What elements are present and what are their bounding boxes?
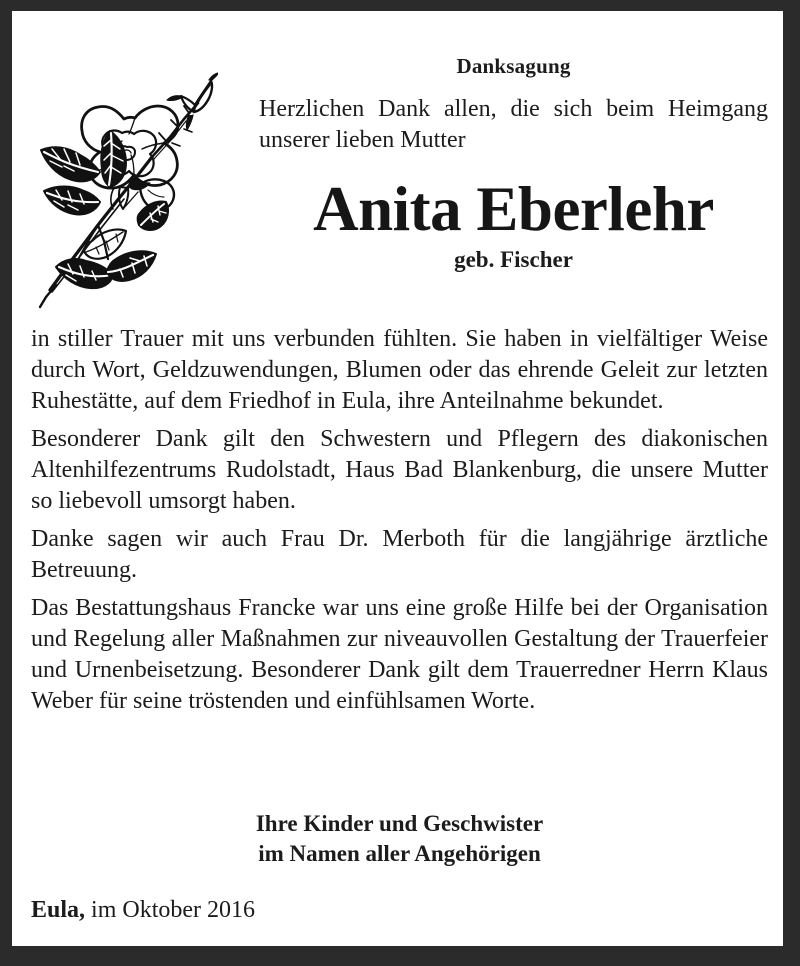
place-name: Eula,: [31, 897, 86, 923]
date-text: im Oktober 2016: [85, 897, 256, 923]
rose-icon: [28, 45, 218, 310]
notice-header: [12, 11, 783, 320]
notice-card: [12, 11, 783, 946]
signature-line-2: im Namen aller Angehörigen: [258, 841, 541, 866]
deceased-name: Anita Eberlehr: [313, 174, 714, 244]
body-paragraph: Besonderer Dank gilt den Schwestern und Pflegern des diakonischen Altenhilfezentrums Rudolstadt, Haus Bad Blankenburg, die unsere Mutter so liebevoll umsorgt haben.: [31, 426, 768, 514]
place-date-block: [31, 895, 768, 926]
maiden-name: geb. Fischer: [454, 247, 573, 272]
page-title: Danksagung: [456, 54, 571, 78]
header-text-column: [259, 53, 768, 274]
body-paragraph: in stiller Trauer mit uns verbunden fühlten. Sie haben in vielfältiger Weise durch Wort, Geldzuwendungen, Blumen oder das ehrende Geleit zur letzten Ruhestätte, auf dem Friedhof in Eula, ihre Anteilnahme bekundet.: [31, 326, 768, 414]
signature-line-1: Ihre Kinder und Geschwister: [255, 811, 544, 836]
body-paragraph: Danke sagen wir auch Frau Dr. Merboth für die langjährige ärztliche Betreuung.: [31, 526, 768, 583]
intro-text: Herzlichen Dank allen, die sich beim Heimgang unserer lieben Mutter: [259, 96, 768, 153]
signature-block: [31, 809, 768, 869]
notice-body: [31, 324, 768, 724]
body-paragraph: Das Bestattungshaus Francke war uns eine große Hilfe bei der Organisation und Regelung aller Maßnahmen zur niveauvollen Gestaltung der Trauerfeier und Urnenbeisetzung. Besonderer Dank gilt dem Trauerredner Herrn Klaus Weber für seine tröstenden und einfühlsamen Worte.: [31, 595, 768, 714]
